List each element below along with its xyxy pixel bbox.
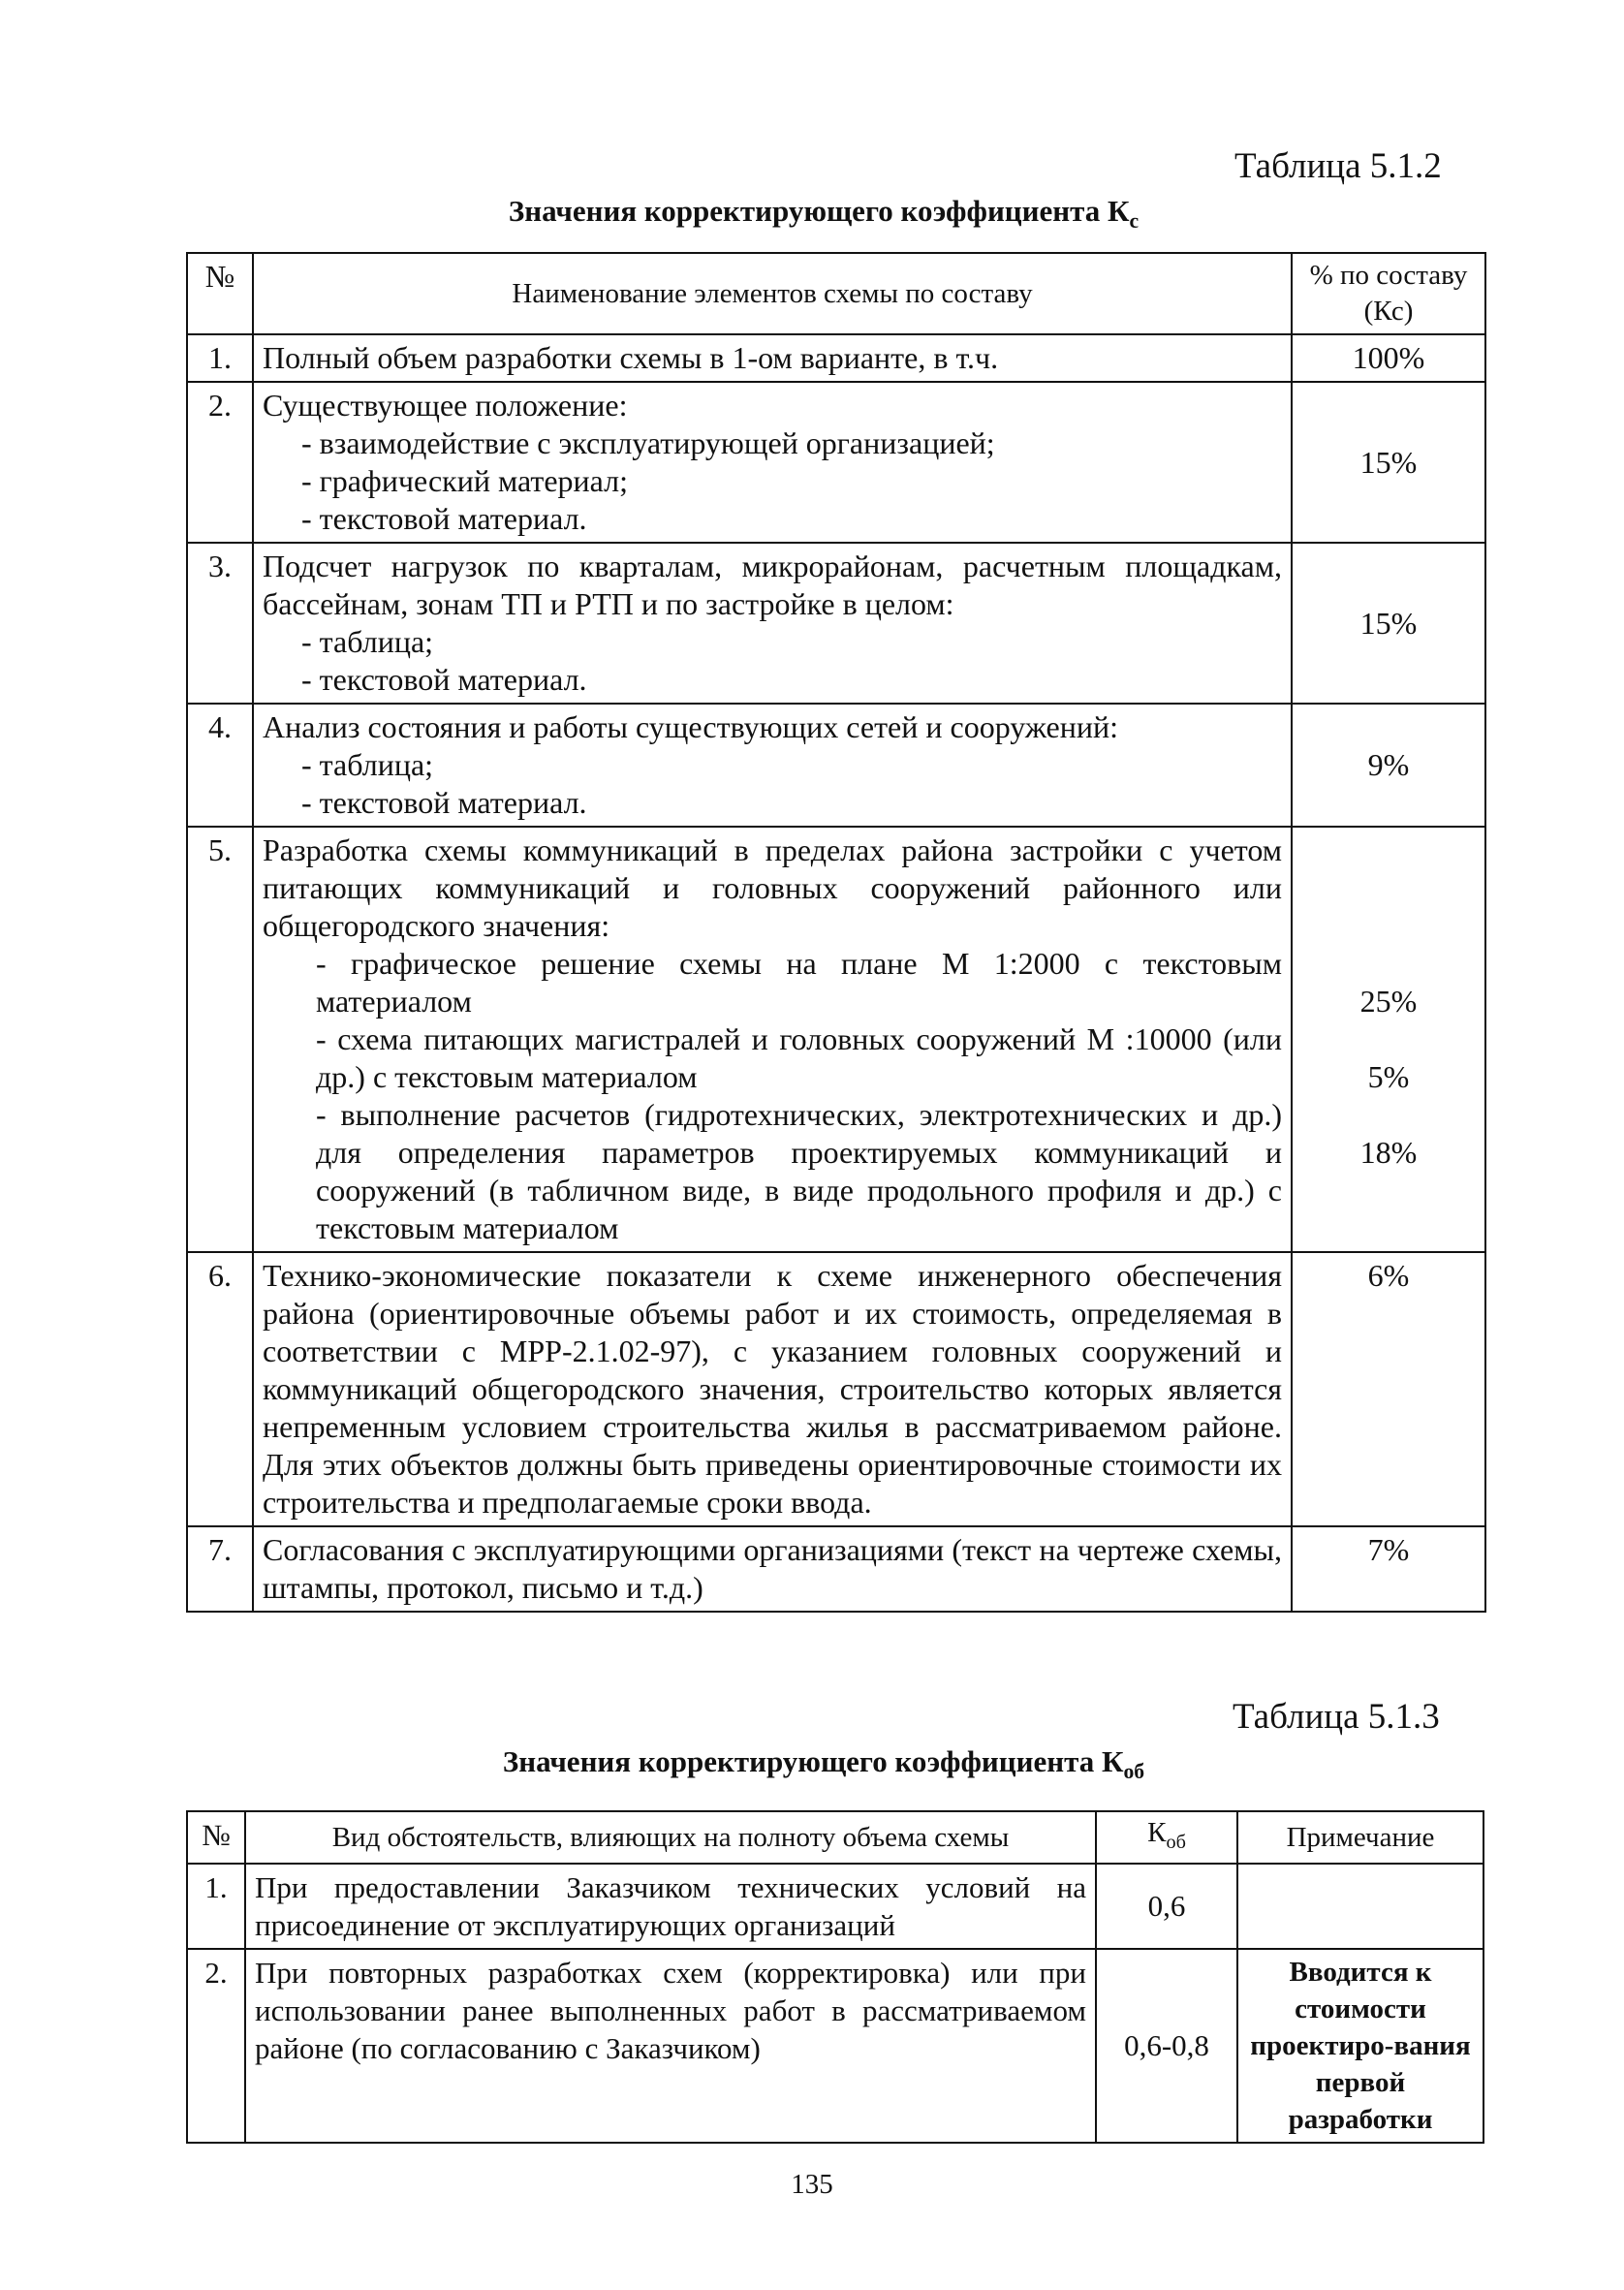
header-pct: % по составу (Кс) [1292, 253, 1485, 334]
coefficient-table-kc [186, 252, 1486, 1613]
table-row: 4. Анализ состояния и работы существующих сетей и сооружений: - таблица; - текстовой материал. 9% [187, 704, 1485, 827]
header-num: № [187, 1811, 245, 1864]
coefficient-table-kob [186, 1810, 1484, 2144]
table-row: 6. Технико-экономические показатели к схеме инженерного обеспечения района (ориентировочные объемы работ и их стоимость, определяемая в соответствии с МРР-2.1.02-97), с указанием головных сооружений и коммуникаций общегородского значения, строительство которых является непременным условием строительства жилья в рассматриваемом районе. Для этих объектов должны быть приведены ориентировочные стоимости их строительства и предполагаемые сроки ввода. 6% [187, 1252, 1485, 1526]
table-title: Значения корректирующего коэффициента $К_{об}$ [502, 1744, 1145, 1784]
table-header-row [187, 253, 1485, 334]
header-name: Вид обстоятельств, влияющих на полноту объема схемы [245, 1811, 1096, 1864]
table-title: Значения корректирующего коэффициента $К_с$ [508, 194, 1140, 234]
table-caption: Таблица 5.1.3 [1233, 1697, 1440, 1737]
header-num: № [187, 253, 253, 334]
table-row: 2. При повторных разработках схем (корректировка) или при использовании ранее выполненных работ в рассматриваемом районе (по согласованию с Заказчиком) 0,6-0,8 Вводится к стоимости проектиро-вания первой разработки [187, 1949, 1483, 2143]
header-k: $К_{об}$ [1096, 1811, 1237, 1864]
table-caption: Таблица 5.1.2 [1234, 146, 1442, 186]
table-header-row [187, 1811, 1483, 1864]
table-row: 1. При предоставлении Заказчиком технических условий на присоединение от эксплуатирующих организаций 0,6 [187, 1864, 1483, 1949]
table-row: 2. Существующее положение: - взаимодействие с эксплуатирующей организацией; - графический материал; - текстовой материал. 15% [187, 382, 1485, 543]
table-row: 7. Согласования с эксплуатирующими организациями (текст на чертеже схемы, штампы, протокол, письмо и т.д.) 7% [187, 1526, 1485, 1612]
header-note: Примечание [1237, 1811, 1483, 1864]
table-row: 3. Подсчет нагрузок по кварталам, микрорайонам, расчетным площадкам, бассейнам, зонам ТП и РТП и по застройке в целом: - таблица; - текстовой материал. 15% [187, 543, 1485, 704]
page-number: 135 [791, 2169, 833, 2200]
table-row: 5. Разработка схемы коммуникаций в пределах района застройки с учетом питающих коммуникаций и головных сооружений районного или общегородского значения: - графическое решение схемы на плане М 1:2000 с текстовым материалом - схема питающих магистралей и головных сооружений М :10000 (или др.) с текстовым материалом - выполнение расчетов (гидротехнических, электротехнических и др.) для определения параметров проектируемых коммуникаций и сооружений (в табличном виде, в виде продольного профиля и др.) с текстовым материалом 25% 5% 18% [187, 827, 1485, 1252]
header-name: Наименование элементов схемы по составу [253, 253, 1292, 334]
table-row: 1. Полный объем разработки схемы в 1-ом варианте, в т.ч. 100% [187, 334, 1485, 382]
